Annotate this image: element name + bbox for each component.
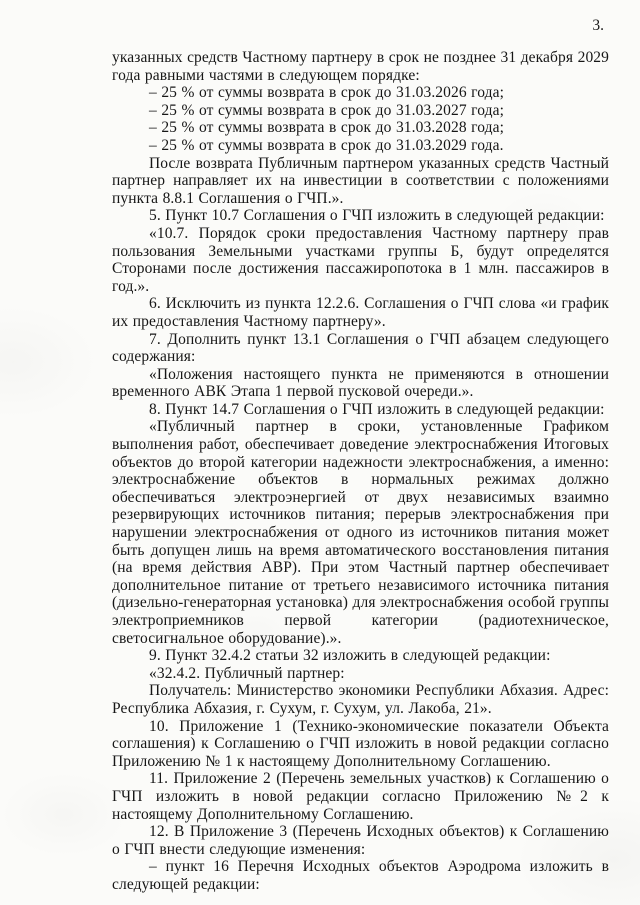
para-clause-13-1-addition: «Положения настоящего пункта не применяются в отношении временного АВК Этапа 1 первой пусковой очереди.». [112, 365, 609, 401]
page-number-text: 3. [592, 17, 604, 34]
para-amendment-8-heading: 8. Пункт 14.7 Соглашения о ГЧП изложить в следующей редакции: [149, 400, 605, 418]
para-amendment-10-text: 10. Приложение 1 (Технико-экономические показатели Объекта соглашения) к Соглашению о ГЧП изложить в новой редакции согласно Приложению № 1 к настоящему Дополнительному Соглашению. [112, 717, 609, 770]
para-subitem-16-aerodrome: – пункт 16 Перечня Исходных объектов Аэродрома изложить в следующей редакции: [112, 858, 609, 893]
para-amendment-5-heading: 5. Пункт 10.7 Соглашения о ГЧП изложить в следующей редакции: [149, 207, 605, 225]
repayment-item-2028: – 25 % от суммы возврата в срок до 31.03.2028 года; [149, 119, 505, 137]
repayment-item-2029: – 25 % от суммы возврата в срок до 31.03.2029 года. [149, 136, 504, 154]
para-amendment-11-text: 11. Приложение 2 (Перечень земельных участков) к Соглашению о ГЧП изложить в новой редакции согласно Приложению №2 к настоящему Дополнительному Соглашению. [112, 770, 609, 823]
para-clause-10-7-text: «10.7. Порядок сроки предоставления Частному партнеру прав пользования Земельными участками группы Б, будут определятся Сторонами после достижения пассажиропотока в 1 млн. пассажиров в год.». [112, 224, 609, 295]
para-amendment-6-text: 6. Исключить из пункта 12.2.6. Соглашения о ГЧП слова «и график их предоставления Частному партнеру». [112, 295, 609, 330]
para-recipient-address: Получатель: Министерство экономики Республики Абхазия. Адрес: Республика Абхазия, г. Сухум, г. Сухум, ул. Лакоба, 21». [112, 682, 609, 717]
repayment-item-2026: – 25 % от суммы возврата в срок до 31.03.2026 года; [149, 84, 505, 102]
para-repayment-intro-continuation: указанных средств Частному партнеру в срок не позднее 31 декабря 2029 года равными частями в следующем порядке: [112, 49, 609, 84]
para-clause-14-7-text: «Публичный партнер в сроки, установленные Графиком выполнения работ, обеспечивает доведение электроснабжения Итоговых объектов до второй категории надежности электроснабжения, а именно: электроснабжение объектов в нормальных режимах должно обеспечиваться электроэнергией от двух независимых взаимно резервирующих источников питания; перерыв электроснабжения при нарушении электроснабжения от одного из источников питания может быть допущен лишь на время автоматического восстановления питания (на время действия АВР). При этом Частный партнер обеспечивает дополнительное питание от третьего независимого источника питания (дизельно-генераторная установка) для электроснабжения особой группы электроприемников первой категории (радиотехническое, светосигнальное оборудование).». [112, 418, 609, 647]
para-amendment-7-heading: 7. Дополнить пункт 13.1 Соглашения о ГЧП абзацем следующего содержания: [112, 330, 609, 366]
repayment-item-2027: – 25 % от суммы возврата в срок до 31.03.2027 года; [149, 101, 505, 119]
page-number [592, 17, 604, 35]
para-post-return-clause: После возврата Публичным партнером указанных средств Частный партнер направляет их на инвестиции в соответствии с положениями пункта 8.8.1 Соглашения о ГЧП.». [112, 154, 609, 207]
para-clause-32-4-2-heading: «32.4.2. Публичный партнер: [149, 664, 345, 682]
para-amendment-9-heading: 9. Пункт 32.4.2 статьи 32 изложить в следующей редакции: [149, 647, 551, 665]
para-amendment-12-heading: 12. В Приложение 3 (Перечень Исходных объектов) к Соглашению о ГЧП внести следующие изменения: [112, 823, 609, 858]
document-body [112, 49, 609, 894]
